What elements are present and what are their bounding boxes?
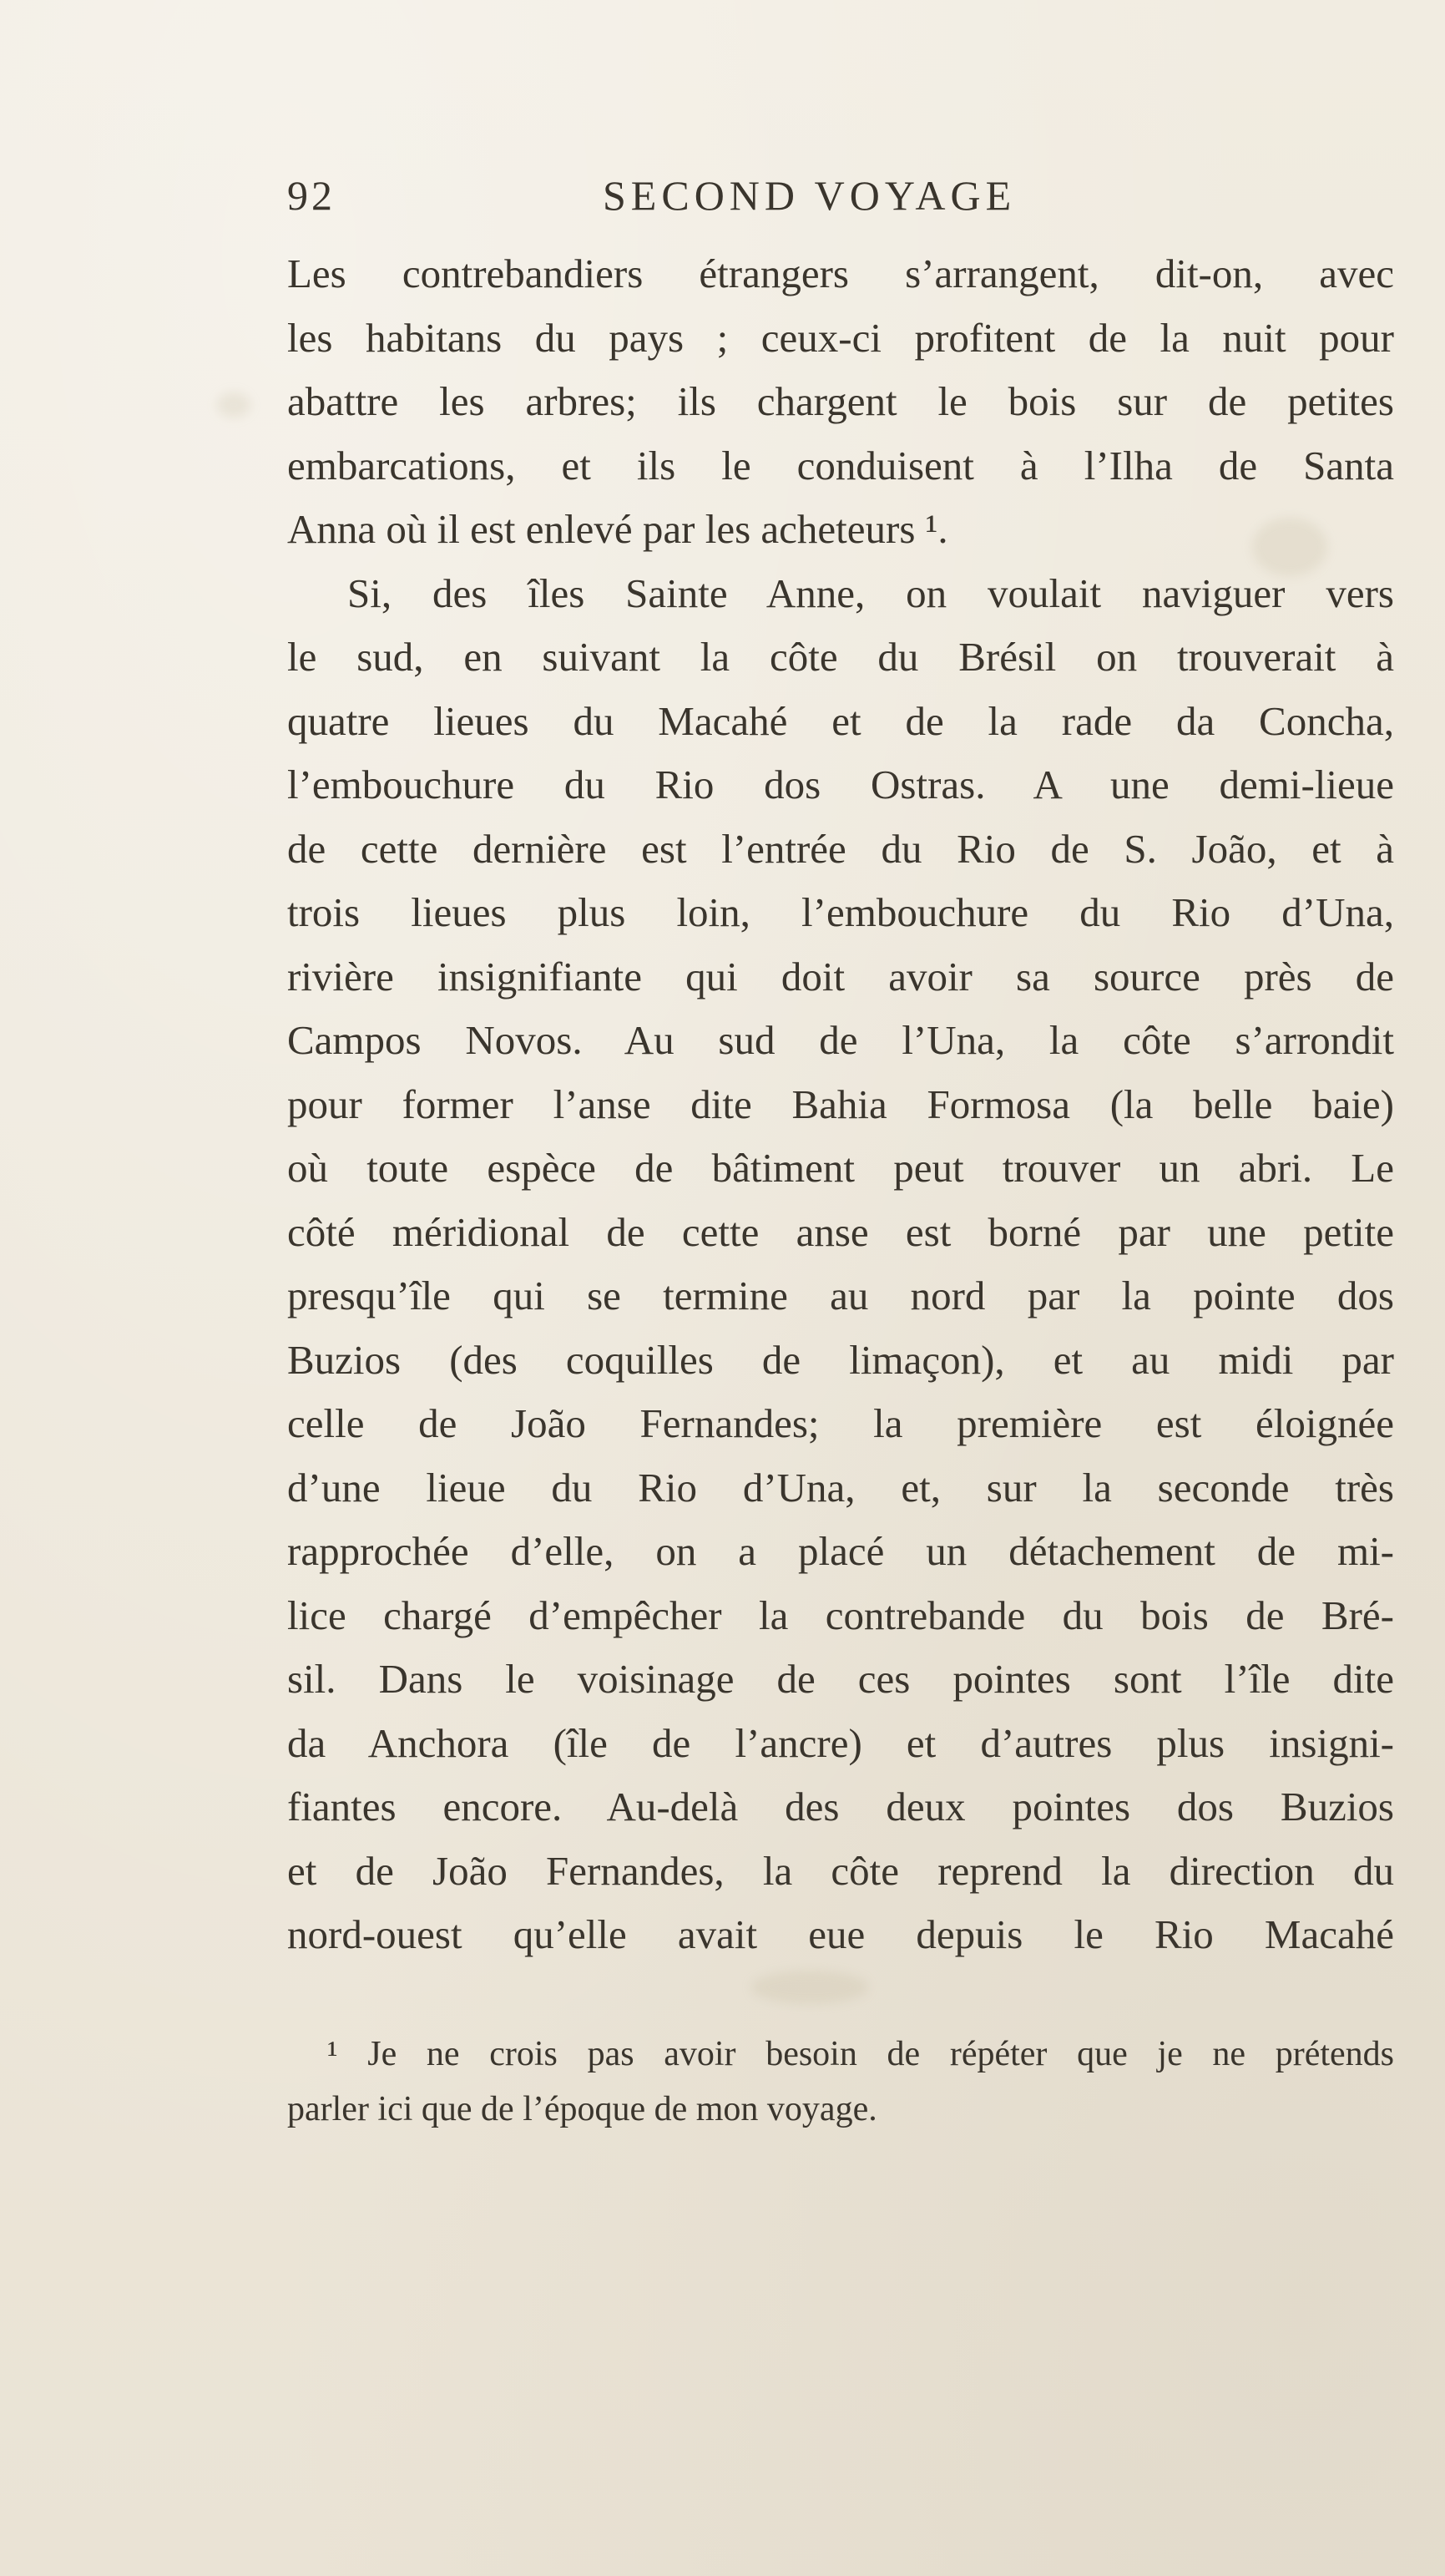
text-line: l’embouchure du Rio dos Ostras. A une demi-lieue: [287, 762, 1394, 807]
page-number: 92: [287, 172, 336, 219]
text-line: Buzios (des coquilles de limaçon), et au midi par: [287, 1336, 1394, 1383]
text-line: côté méridional de cette anse est borné par une petite: [287, 1208, 1394, 1255]
text-line: Campos Novos. Au sud de l’Una, la côte s’arrondit: [287, 1017, 1394, 1063]
text-line: sil. Dans le voisinage de ces pointes sont l’île dite: [287, 1656, 1394, 1702]
text-line: pour former l’anse dite Bahia Formosa (la belle baie): [287, 1081, 1394, 1127]
text-line: d’une lieue du Rio d’Una, et, sur la seconde très: [287, 1464, 1394, 1511]
text-line: presqu’île qui se termine au nord par la pointe dos: [287, 1273, 1394, 1318]
text-line: et de João Fernandes, la côte reprend la direction du: [287, 1847, 1394, 1894]
text-line: quatre lieues du Macahé et de la rade da Concha,: [287, 697, 1394, 744]
text-line: les habitans du pays ; ceux-ci profitent de la nuit pour: [287, 314, 1394, 361]
text-line: celle de João Fernandes; la première est éloignée: [287, 1400, 1394, 1446]
text-line: Si, des îles Sainte Anne, on voulait naviguer vers: [347, 569, 1394, 616]
running-title: SECOND VOYAGE: [603, 172, 1017, 219]
paper-stain: [751, 1971, 868, 2004]
footnote-line: ¹ Je ne crois pas avoir besoin de répéter que je ne prétends: [327, 2035, 1394, 2073]
text-line: le sud, en suivant la côte du Brésil on trouverait à: [287, 634, 1394, 680]
text-line: da Anchora (île de l’ancre) et d’autres plus insigni-: [287, 1719, 1394, 1766]
paper-stain: [217, 392, 250, 418]
text-line: abattre les arbres; ils chargent le bois sur de petites: [287, 378, 1394, 424]
text-line: Les contrebandiers étrangers s’arrangent, dit-on, avec: [287, 251, 1394, 296]
text-line: trois lieues plus loin, l’embouchure du Rio d’Una,: [287, 889, 1394, 935]
page-header: [287, 171, 1394, 230]
text-line: Anna où il est enlevé par les acheteurs ¹.: [287, 506, 948, 552]
text-line: nord-ouest qu’elle avait eue depuis le Rio Macahé: [287, 1911, 1394, 1957]
body-text: [287, 242, 1394, 1967]
text-line: rapprochée d’elle, on a placé un détachement de mi-: [287, 1528, 1394, 1574]
text-line: rivière insignifiante qui doit avoir sa source près de: [287, 953, 1394, 1000]
text-line: lice chargé d’empêcher la contrebande du bois de Bré-: [287, 1592, 1394, 1638]
footnote: [287, 2027, 1394, 2137]
text-line: embarcations, et ils le conduisent à l’Ilha de Santa: [287, 442, 1394, 488]
text-line: de cette dernière est l’entrée du Rio de S. João, et à: [287, 825, 1394, 872]
footnote-line: parler ici que de l’époque de mon voyage.: [287, 2090, 877, 2128]
text-line: où toute espèce de bâtiment peut trouver un abri. Le: [287, 1145, 1394, 1191]
text-line: fiantes encore. Au-delà des deux pointes dos Buzios: [287, 1784, 1394, 1830]
